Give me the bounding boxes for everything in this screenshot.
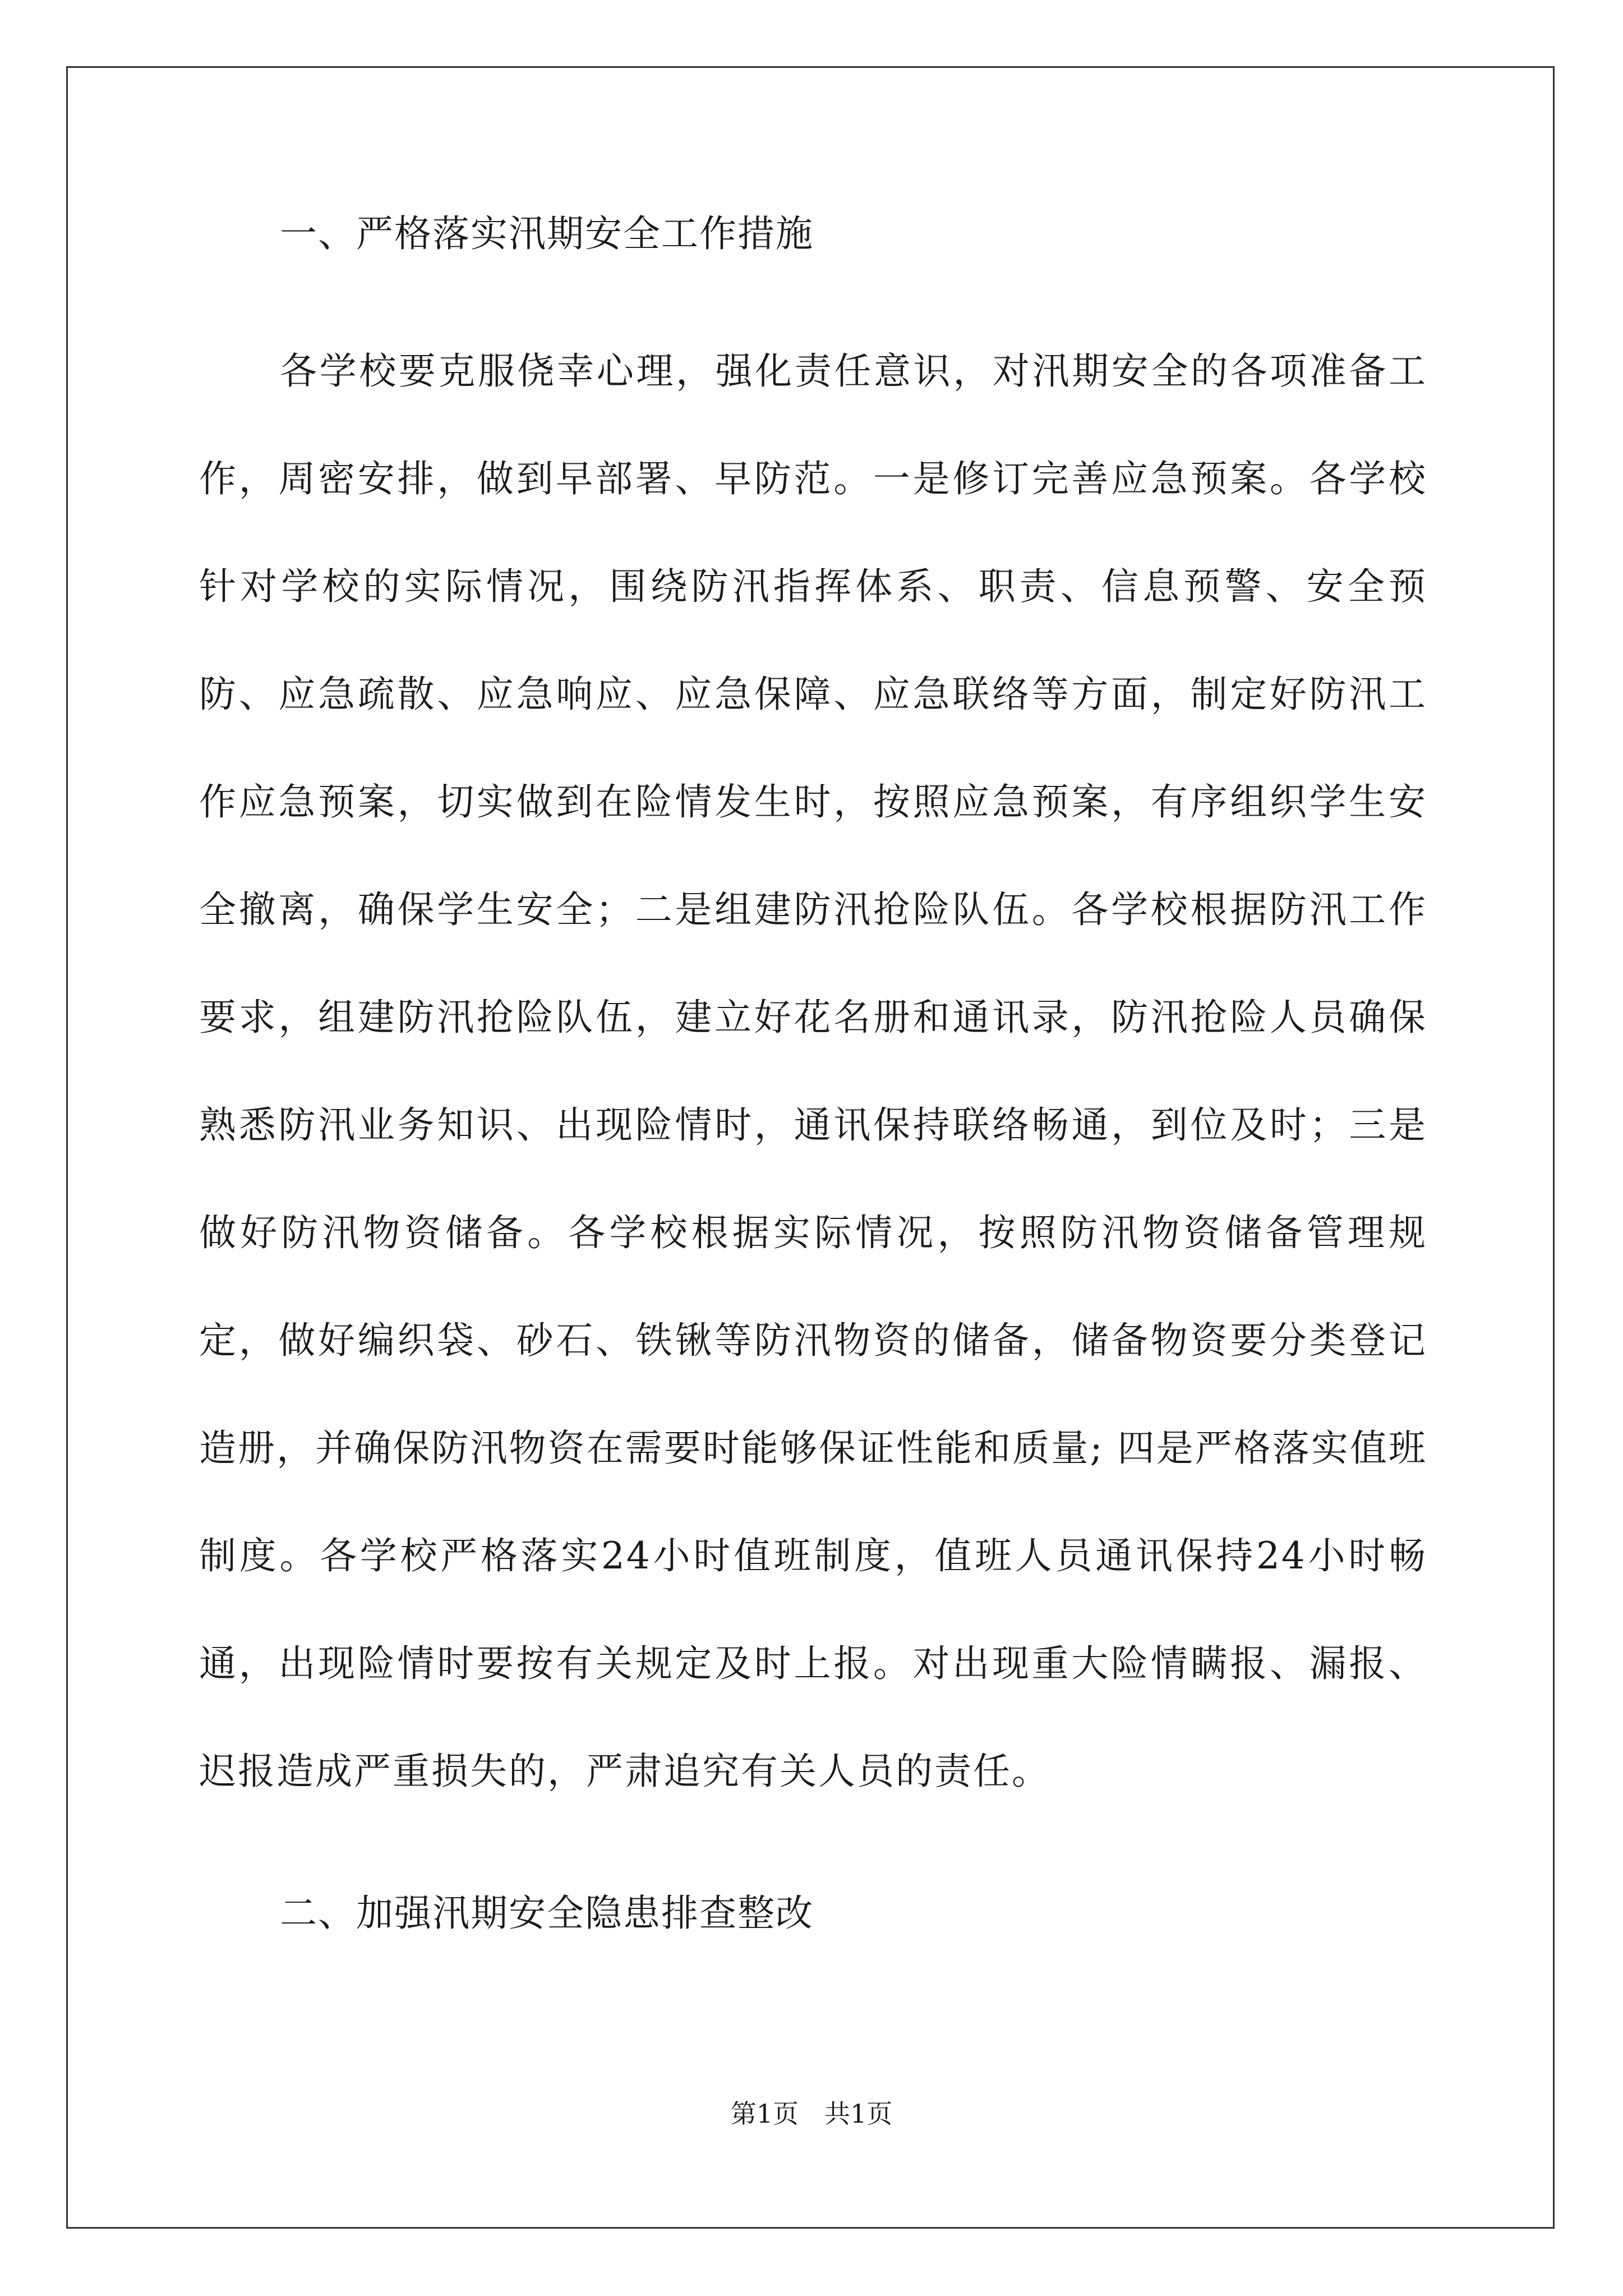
section-paragraph-1: 各学校要克服侥幸心理，强化责任意识，对汛期安全的各项准备工作，周密安排，做到早部署、早防范。一是修订完善应急预案。各学校针对学校的实际情况，围绕防汛指挥体系、职责、信息预警、安全预防、应急疏散、应急响应、应急保障、应急联络等方面，制定好防汛工作应急预案，切实做到在险情发生时，按照应急预案，有序组织学生安全撤离，确保学生安全；二是组建防汛抢险队伍。各学校根据防汛工作要求，组建防汛抢险队伍，建立好花名册和通讯录，防汛抢险人员确保熟悉防汛业务知识、出现险情时，通讯保持联络畅通，到位及时；三是做好防汛物资储备。各学校根据实际情况，按照防汛物资储备管理规定，做好编织袋、砂石、铁锹等防汛物资的储备，储备物资要分类登记造册，并确保防汛物资在需要时能够保证性能和质量; 四是严格落实值班制度。各学校严格落实24小时值班制度，值班人员通讯保持24小时畅通，出现险情时要按有关规定及时上报。对出现重大险情瞒报、漏报、迟报造成严重损失的，严肃追究有关人员的责任。 <box>199 349 1427 1793</box>
page-footer: 第1页 共1页 <box>730 2099 893 2129</box>
document-body <box>199 208 1427 1940</box>
section-heading-1: 一、严格落实汛期安全工作措施 <box>280 212 814 255</box>
section-heading-2: 二、加强汛期安全隐患排查整改 <box>280 1892 814 1935</box>
